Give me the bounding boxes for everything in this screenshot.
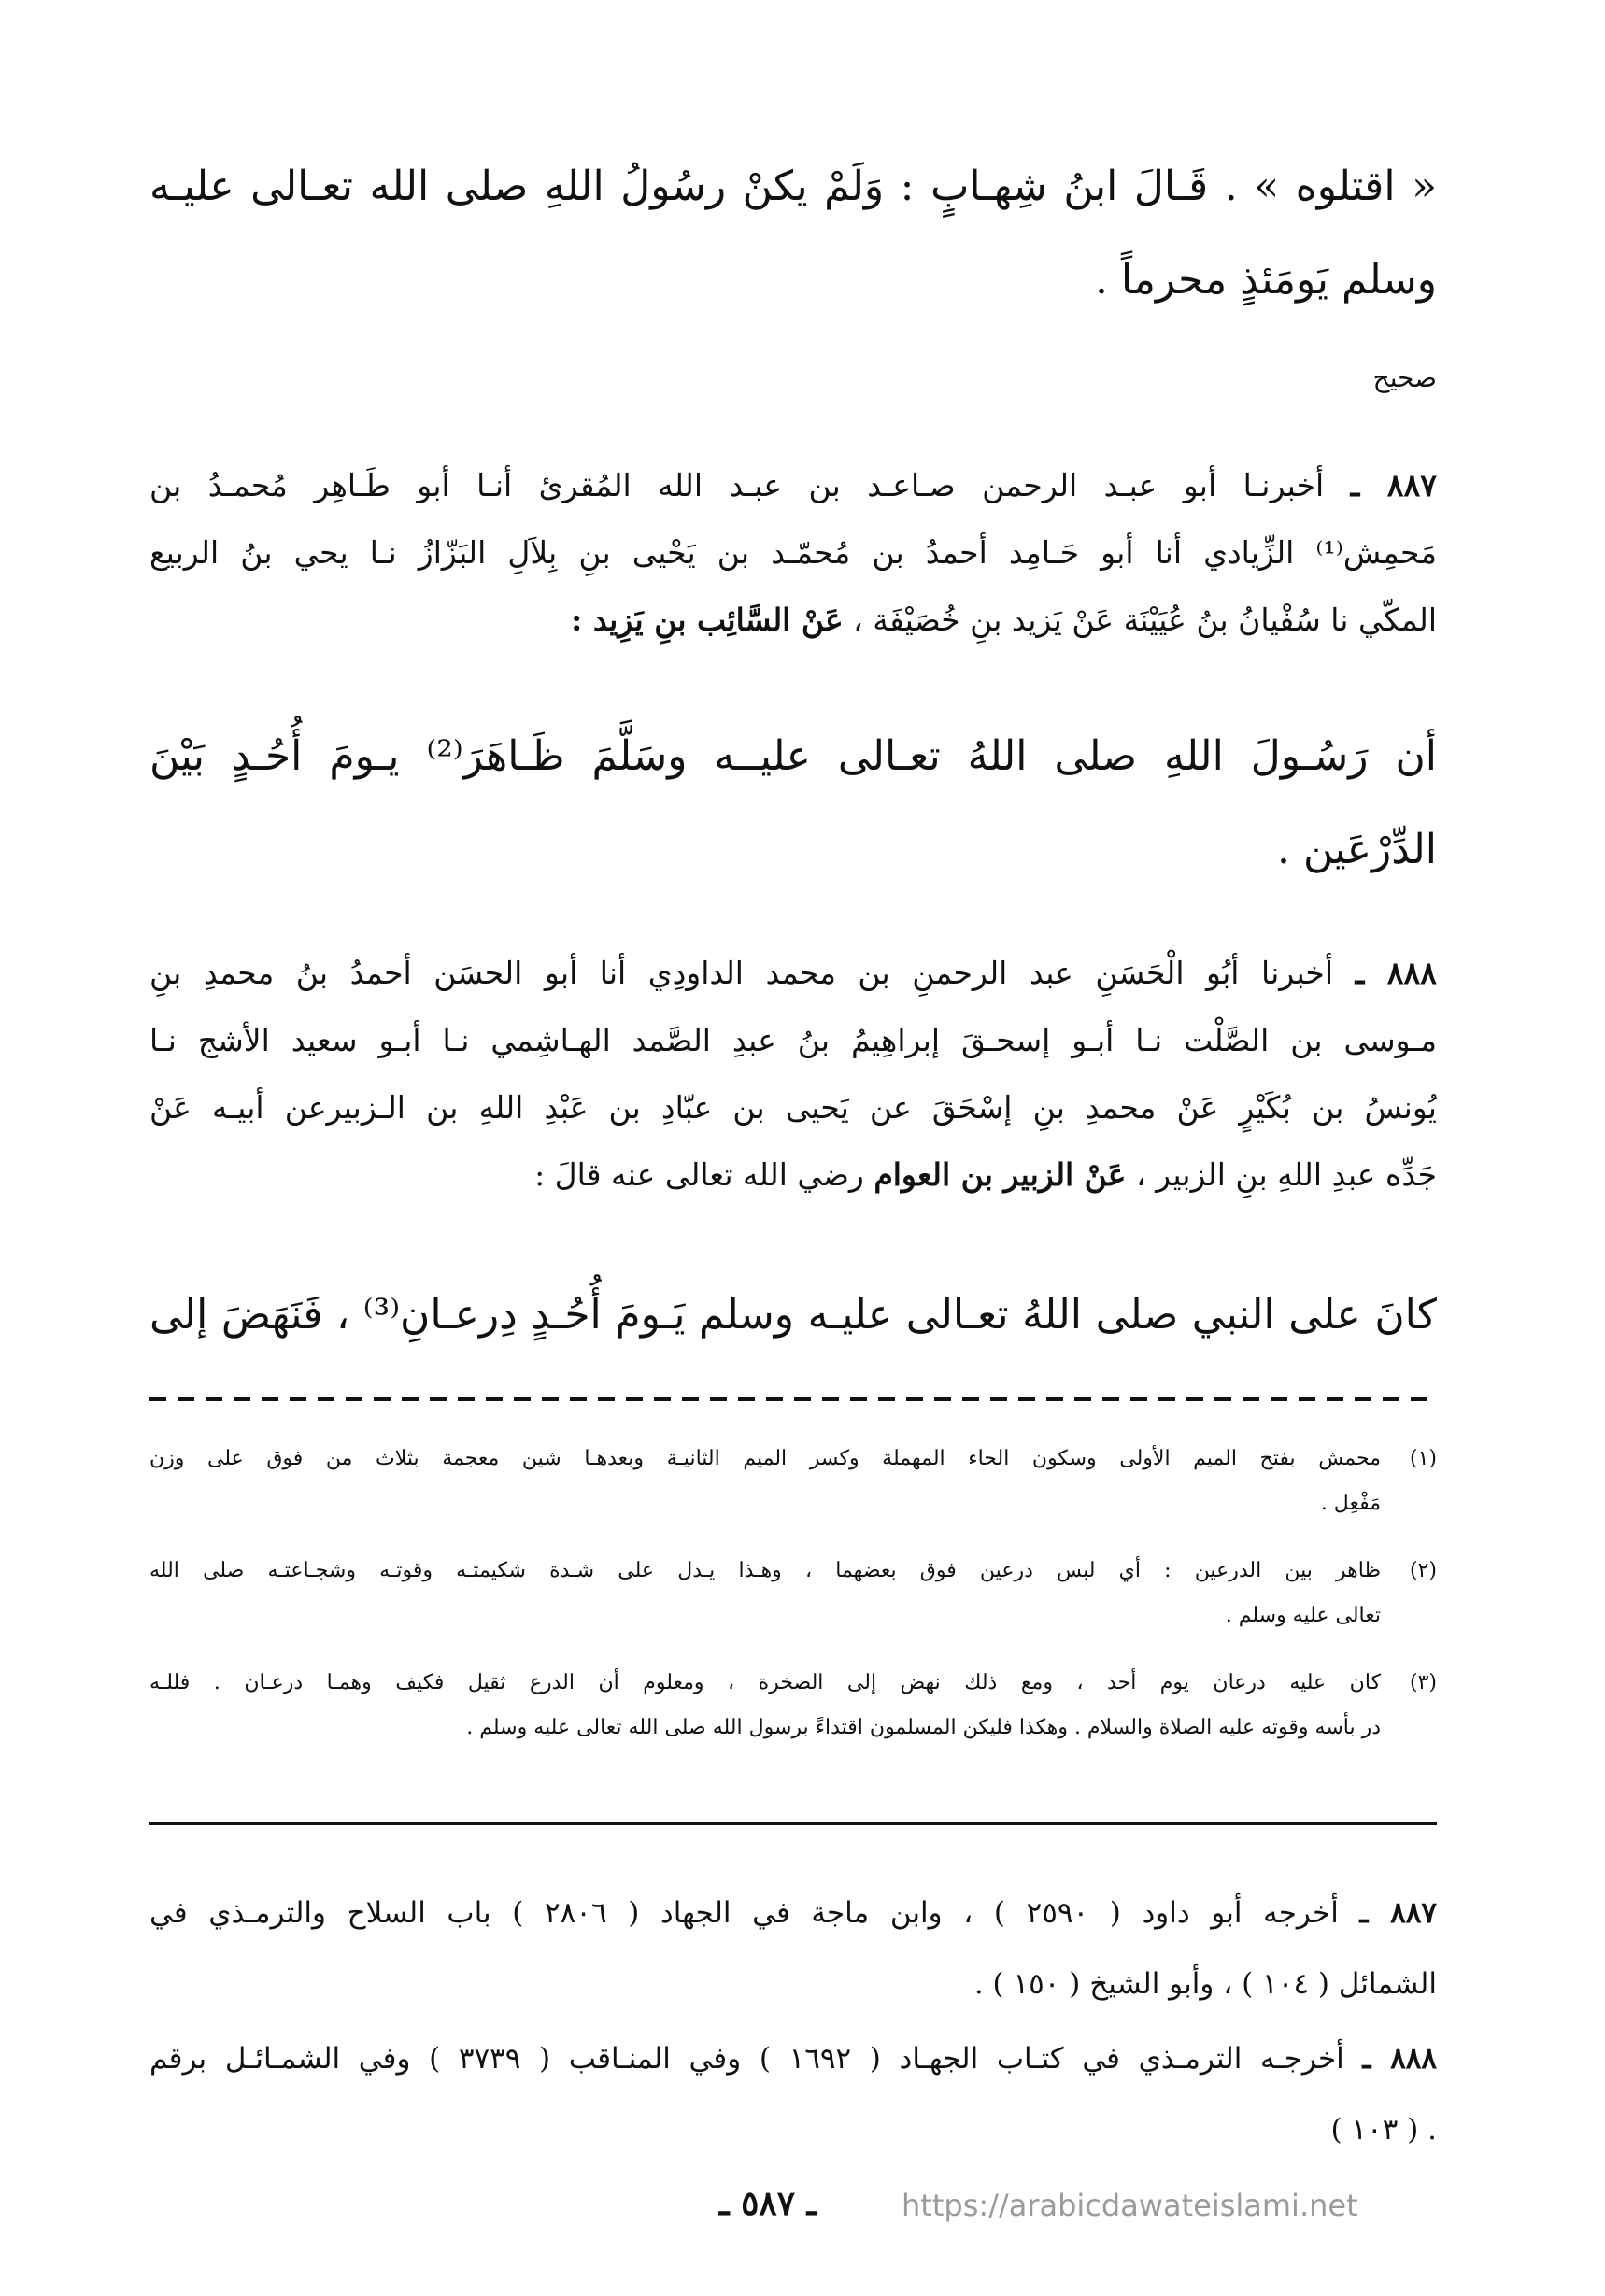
footnote-text: كان عليه درعان يوم أحد ، ومع ذلك نهض إلى الصخرة ، ومعلوم أن الدرع ثقيل فكيف وهمـا درعـان . فللـه	[149, 1671, 1381, 1694]
footnote-3	[149, 1661, 1437, 1750]
takhrij-888-line-1	[149, 2023, 1437, 2094]
matn-888-line-1: كانَ على النبي صلى اللهُ تعـالى عليـه وسلم يَـومَ أُحُـدٍ دِرعـانِ⁽³⁾ ، فَنَهَضَ إلى	[149, 1291, 1437, 1339]
hadith-number: ٨٨٧ ـ	[1350, 467, 1437, 503]
isnad-text: جَدِّه عبدِ اللهِ بنِ الزبير ،	[1135, 1156, 1437, 1193]
intro-line-1: « اقتلوه » . قَـالَ ابنُ شِهـابٍ : وَلَمْ يكنْ رسُولُ اللهِ صلى الله تعـالى عليـه	[149, 163, 1437, 210]
hadith-887	[149, 452, 1437, 654]
footnote-bottom-rule	[149, 1822, 1437, 1825]
hadith-number: ٨٨٨ ـ	[1362, 2042, 1437, 2076]
isnad-888-line-4	[149, 1141, 1437, 1209]
page-footer	[0, 2184, 1605, 2240]
hadith-888	[149, 940, 1437, 1209]
isnad-887-line-3	[149, 587, 1437, 654]
isnad-text: أخبرنـا أبو عبـد الرحمن صـاعـد بن عبـد الله المُقرئ أنـا أبو طَـاهِر مُحمـدُ بن	[149, 467, 1325, 503]
intro-line-2: وسلم يَومَئذٍ محرماً .	[1094, 256, 1437, 304]
footnote-separator	[149, 1397, 1437, 1401]
matn-887-line-1: أن رَسُـولَ اللهِ صلى اللهُ تعـالى عليــه وسَلَّمَ ظَـاهَرَ⁽²⁾ يـومَ أُحُـدٍ بَيْنَ	[149, 732, 1437, 780]
matn-888	[149, 1268, 1437, 1362]
footnote-2	[149, 1549, 1437, 1638]
isnad-887-line-2: مَحمِش⁽¹⁾ الزِّيادي أنا أبو حَـامِد أحمدُ بن مُحمّـد بن يَحْيى بنِ بِلاَلِ البَزّازُ نـا يحي بنُ الربيع	[149, 534, 1437, 571]
footnote-number: (٢)	[1409, 1559, 1437, 1582]
takhrij-888-line-2: . ( ١٠٣ )	[1330, 2113, 1437, 2147]
matn-887	[149, 710, 1437, 897]
hadith-number: ٨٨٨ ـ	[1355, 955, 1437, 991]
grade-label: صحيح	[1372, 362, 1437, 393]
footnote-text: محمش بفتح الميم الأولى وسكون الحاء المهملة وكسر الميم الثانيـة وبعدهـا شين معجمة بثلاث من فوق على وزن	[149, 1447, 1381, 1470]
isnad-888-line-2: مـوسى بن الصَّلْت نـا أبـو إسحـقَ إبراهِيمُ بنُ عبدِ الصَّمد الهـاشِمي نـا أبـو سعيد الأشج نـا	[149, 1022, 1437, 1058]
matn-887-line-2: الدِّرْعَين .	[1277, 826, 1437, 873]
takhrij-887-line-1	[149, 1878, 1437, 1949]
isnad-888-line-1	[149, 940, 1437, 1007]
footnote-number: (٣)	[1409, 1671, 1437, 1694]
isnad-text: أخبرنا أبُو الْحَسَنِ عبد الرحمنِ بن محمد الداودِي أنا أبو الحسَن أحمدُ بنُ محمدِ بنِ	[149, 955, 1333, 991]
footnote-text: در بأسه وقوته عليه الصلاة والسلام . وهكذا فليكن المسلمون اقتداءً برسول الله صلى الله تعالى عليه وسلم .	[466, 1716, 1381, 1739]
takhrij-text: أخرجـه الترمـذي في كتـاب الجهـاد ( ١٦٩٢ ) وفي المنـاقب ( ٣٧٣٩ ) وفي الشمـائـل برقم	[149, 2042, 1344, 2076]
narrator-name: عَنْ الزبير بن العوام	[874, 1156, 1127, 1193]
page-number: ـ ٥٨٧ ـ	[719, 2184, 817, 2223]
footnote-1	[149, 1437, 1437, 1526]
isnad-888-line-3: يُونسُ بن بُكَيْرٍ عَنْ محمدِ بنِ إسْحَقَ عن يَحيى بن عبّادِ بن عَبْدِ اللهِ بن الـزبيرعن أبيـه عَنْ	[149, 1089, 1437, 1126]
isnad-text: المكّي نا سُفْيانُ بنُ عُيَيْنَة عَنْ يَزيد بنِ خُصَيْفَة ،	[853, 602, 1437, 638]
footnote-text: تعالى عليه وسلم .	[1225, 1604, 1381, 1627]
footnote-text: ظاهر بين الدرعين : أي لبس درعين فوق بعضهما ، وهـذا يـدل على شـدة شكيمتـه وقوتـه وشجـاعتـه صلى الله	[149, 1559, 1381, 1582]
footnote-text: مَفْعِل .	[1320, 1492, 1381, 1515]
takhrij-887-line-2: الشمائل ( ١٠٤ ) ، وأبو الشيخ ( ١٥٠ ) .	[973, 1967, 1437, 2001]
footnote-number: (١)	[1409, 1447, 1437, 1470]
isnad-887-line-1	[149, 452, 1437, 519]
hadith-number: ٨٨٧ ـ	[1359, 1896, 1437, 1930]
footnotes	[149, 1437, 1437, 1750]
takhrij-section	[149, 1878, 1437, 2165]
watermark-url: https://arabicdawateislami.net	[902, 2188, 1358, 2223]
takhrij-text: أخرجه أبو داود ( ٢٥٩٠ ) ، وابن ماجة في الجهاد ( ٢٨٠٦ ) باب السلاح والترمـذي في	[149, 1896, 1339, 1930]
narrator-name: عَنْ السَّائِب بنِ يَزِيد :	[571, 602, 844, 638]
isnad-text: رضي الله تعالى عنه قالَ :	[534, 1156, 864, 1193]
intro-block	[149, 140, 1437, 327]
